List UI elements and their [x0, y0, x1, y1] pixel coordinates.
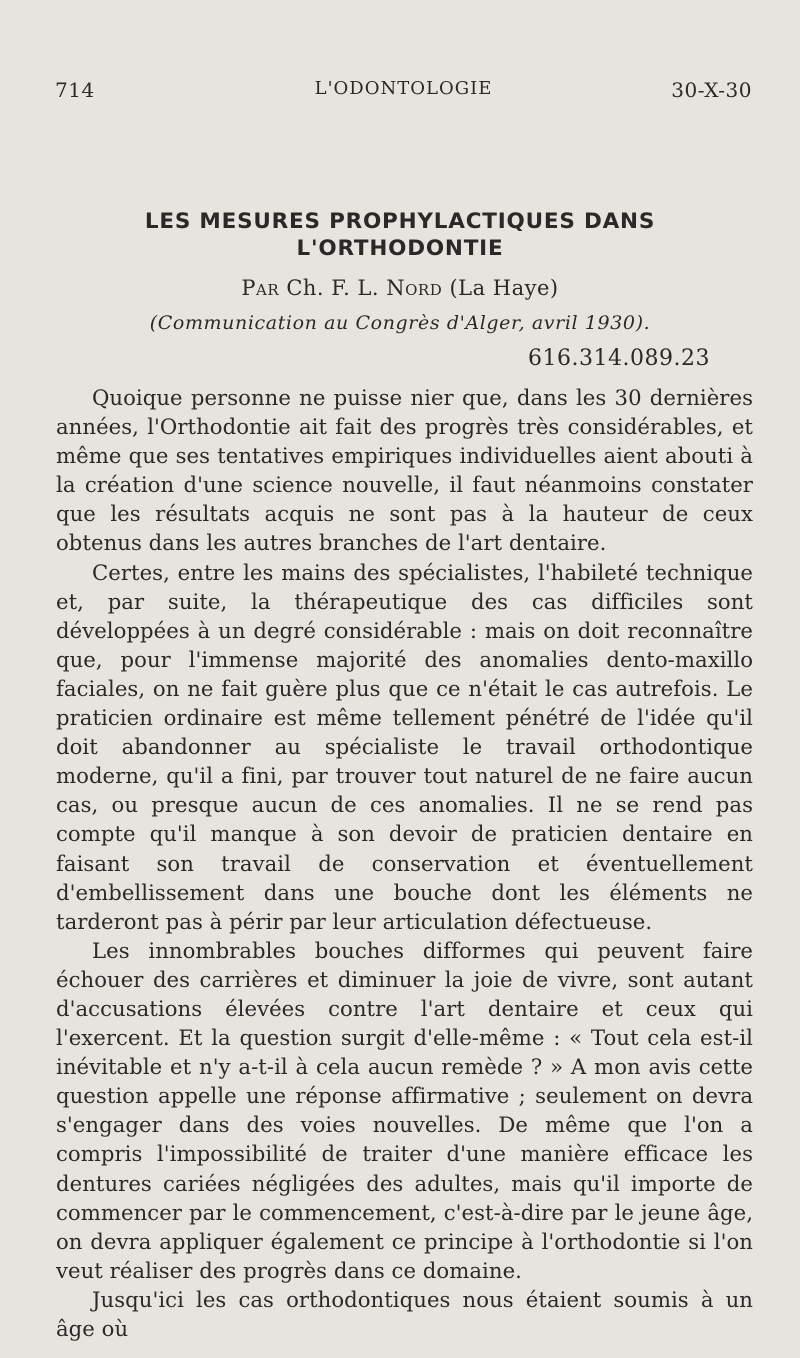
running-head: [55, 78, 752, 108]
journal-title: L'ODONTOLOGIE: [314, 78, 493, 99]
paragraph: Certes, entre les mains des spécialistes, l'habileté technique et, par suite, la thérapeutique des cas difficiles sont développées à un degré considérable : mais on doit reconnaître que, pour l'immense majorité des anomalies dento-maxillo faciales, on ne fait guère plus que ce n'était le cas autrefois. Le praticien ordinaire est même tellement pénétré de l'idée qu'il doit abandonner au spécialiste le travail orthodontique moderne, qu'il a fini, par trouver tout naturel de ne faire aucun cas, ou presque aucun de ces anomalies. Il ne se rend pas compte qu'il manque à son devoir de praticien dentaire en faisant son travail de conservation et éventuellement d'embellissement dans une bouche dont les éléments ne tarderont pas à périr par leur articulation défectueuse.: [56, 559, 753, 934]
author-initials: Ch. F. L.: [286, 276, 380, 300]
article-title: [60, 208, 740, 262]
page-number: 714: [55, 78, 95, 102]
article-title-line-2: L'ORTHODONTIE: [296, 236, 504, 261]
article-title-line-1: LES MESURES PROPHYLACTIQUES DANS: [144, 209, 656, 234]
author-prefix: Par: [241, 276, 280, 300]
paragraph: Les innombrables bouches difformes qui peuvent faire échouer des carrières et diminuer la joie de vivre, sont autant d'accusations élevées contre l'art dentaire et ceux qui l'exercent. Et la question surgit d'elle-même : « Tout cela est-il inévitable et n'y a-t-il à cela aucun remède ? » A mon avis cette question appelle une réponse affirmative ; seulement on devra s'engager dans des voies nouvelles. De même que l'on a compris l'impossibilité de traiter d'une manière efficace les dentures cariées négligées des adultes, mais qu'il importe de commencer par le commencement, c'est-à-dire par le jeune âge, on devra appliquer également ce principe à l'orthodontie si l'on veut réaliser des progrès dans ce domaine.: [56, 937, 753, 1283]
classification-number: 616.314.089.23: [528, 346, 710, 371]
author-surname: Nord: [386, 276, 443, 300]
author-line: [0, 276, 800, 300]
article-body: [56, 383, 753, 1343]
paragraph: Quoique personne ne puisse nier que, dans les 30 dernières années, l'Orthodontie ait fait des progrès très considérables, et même que ses tentatives empiriques individuelles aient abouti à la création d'une science nouvelle, il faut néanmoins constater que les résultats acquis ne sont pas à la hauteur de ceux obtenus dans les autres branches de l'art dentaire.: [56, 385, 753, 556]
author-place: (La Haye): [449, 276, 559, 300]
issue-date: 30-X-30: [671, 78, 752, 102]
paragraph: Jusqu'ici les cas orthodontiques nous étaient soumis à un âge où: [56, 1286, 753, 1341]
communication-note: (Communication au Congrès d'Alger, avril 1930).: [149, 312, 651, 334]
